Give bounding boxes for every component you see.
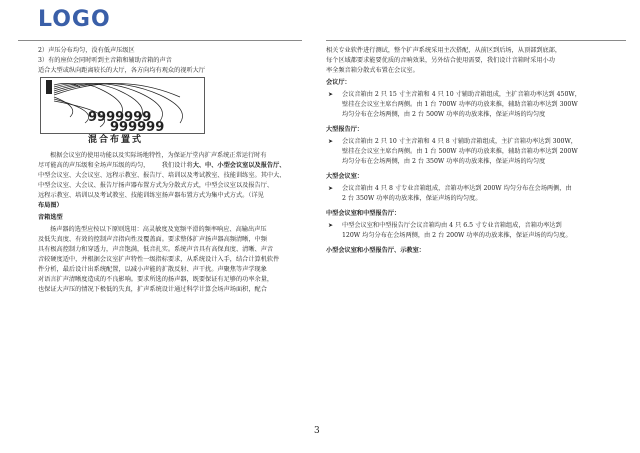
- page-number: 3: [314, 426, 320, 436]
- paragraph-text: 我们设计将: [161, 162, 193, 169]
- paragraph-line: 对语言扩声清晰度造成的不良影响。要求所选的扬声器，既要保证有足够的功率余量，: [38, 276, 274, 283]
- bullet-arrow-icon: ➤: [328, 185, 334, 192]
- paragraph-line: 根据会议室的使用功能以及实际场地特性，为保证厅堂内扩声系统正常运行时有: [50, 152, 267, 159]
- paragraph-line: 率全频音箱分散式布置在会议室。: [326, 67, 419, 74]
- svg-text:9999999: 9999999: [88, 110, 152, 125]
- paragraph-line: 每个区域都要求能要优质的音响效果，另外结合使用需要，我们设计音箱时采用小功: [326, 57, 555, 64]
- paragraph-line: 音较硬度适中，并根据会议室扩声特性一级指标要求，从系统设计入手，结合计算机软件: [38, 256, 280, 263]
- bullet-arrow-icon: ➤: [328, 138, 334, 145]
- paragraph-line: 具有极高控制力和穿透力，声音饱满，低音扎实。系统声音具有高保真度、清晰、声音: [38, 246, 274, 253]
- left-column: [38, 46, 302, 295]
- paragraph-line: 中型会议室、大会议、报告厅扬声器布置方式为分散式方式，中型会议室以及报告厅、: [38, 182, 274, 189]
- paragraph-line: 及低失真度、有效的控制声音指向性及覆盖面。要求整体扩声扬声器高频清晰，中频: [38, 236, 267, 243]
- list-item: 3）有的座位会同时听到主音箱和辅助音箱的声音: [38, 57, 172, 64]
- bullet-line: [326, 184, 606, 194]
- diagram-caption: 混合布置式: [88, 135, 144, 145]
- paragraph-line: 相关专业软件进行测试，整个扩声系统采用主次搭配，从前区到后场，从顶部到底部，: [326, 47, 562, 54]
- emphasis-text: 大、中、小型会议室以及报告厅、: [192, 162, 286, 169]
- paragraph-line: 也保证大声压的情况下极低的失真，扩声系统设计通过科学计算会场声场面积，配合: [38, 286, 267, 293]
- paragraph-line: 扬声器的选型应按以下原则选用：高灵敏度及宽频平滑的频率响应、高输出声压: [50, 226, 267, 233]
- paragraph-line: 壁挂在会议室主席台两侧。由 1 台 700W 功率的功放来推，辅助音箱功率达到 300W: [342, 101, 578, 108]
- mixed-layout-diagram: [40, 77, 205, 149]
- paragraph-line: 均匀分布在会场两侧，由 2 台 500W 功率的功放来推，保证声场的均匀度: [342, 111, 546, 118]
- logo: LOGO: [38, 7, 111, 32]
- paragraph-text: 尽可能高的声压级和全场声压级的均匀，: [38, 162, 150, 169]
- right-column: [326, 46, 606, 258]
- bullet-text: 中型会议室和中型报告厅会议音箱均由 4 只 6.5 寸专业音箱组成，音箱功率达到: [342, 222, 562, 229]
- paragraph-line: 远程示教室、培训以及考试教室、技能训练室扬声器布置方式为集中式方式。（详见: [38, 192, 264, 199]
- section-title: 音箱选型: [38, 214, 63, 221]
- paragraph-line: 2 台 350W 功率的功放来推，保证声场的均匀度。: [342, 195, 482, 202]
- bullet-text: 会议音箱由 2 只 15 寸主音箱和 4 只 10 寸辅助音箱组成，主扩音箱功率达到 450W，: [342, 91, 581, 98]
- section-title: 会议厅：: [326, 79, 351, 86]
- paragraph-line: 壁挂在会议室主席台两侧。由 1 台 500W 功率的功放来推，辅助音箱功率达到 200W: [342, 148, 578, 155]
- section-title: 小型会议室和小型报告厅、示教室：: [326, 247, 425, 254]
- paragraph-line: 120W 均匀分布在会场两侧，由 2 台 200W 功率的功放来推，保证声场的均匀度。: [342, 232, 572, 239]
- layout-intro: 适合大型或纵向距离较长的大厅，各方向均有观众的视听大厅: [38, 67, 206, 74]
- paragraph-line: [38, 161, 302, 171]
- svg-text:999999: 999999: [110, 120, 165, 135]
- bullet-text: 会议音箱由 2 只 10 寸主音箱和 4 只 8 寸辅助音箱组成，主扩音箱功率达到 300W，: [342, 138, 577, 145]
- section-title: 大型会议室：: [326, 173, 364, 180]
- bullet-text: 会议音箱由 4 只 8 寸专业音箱组成，音箱功率达到 200W 均匀分布在会场两侧，由: [342, 185, 572, 192]
- bullet-line: [326, 90, 606, 100]
- section-title: 大型报告厅：: [326, 126, 364, 133]
- list-item: 2）声压分布均匀，没有低声压级区: [38, 47, 135, 54]
- bullet-line: [326, 137, 606, 147]
- section-title: 中型会议室和中型报告厅：: [326, 210, 401, 217]
- bullet-arrow-icon: ➤: [328, 222, 334, 229]
- header-rule-right: [326, 40, 626, 41]
- paragraph-line: 均匀分布在会场两侧，由 2 台 350W 功率的功放来推，保证声场的均匀度: [342, 158, 546, 165]
- paragraph-line: 中型会议室、大会议室、远程示教室、报告厅、培训以及考试教室、技能训练室。其中大、: [38, 172, 286, 179]
- bullet-line: [326, 221, 606, 231]
- bullet-arrow-icon: ➤: [328, 91, 334, 98]
- paragraph-line: 布局图）: [38, 202, 63, 209]
- paragraph-line: 件分析，最后设计出系统配置，以减小声能的扩散反射、声干扰。声聚焦等声学现象: [38, 266, 267, 273]
- header-rule-left: [18, 40, 302, 41]
